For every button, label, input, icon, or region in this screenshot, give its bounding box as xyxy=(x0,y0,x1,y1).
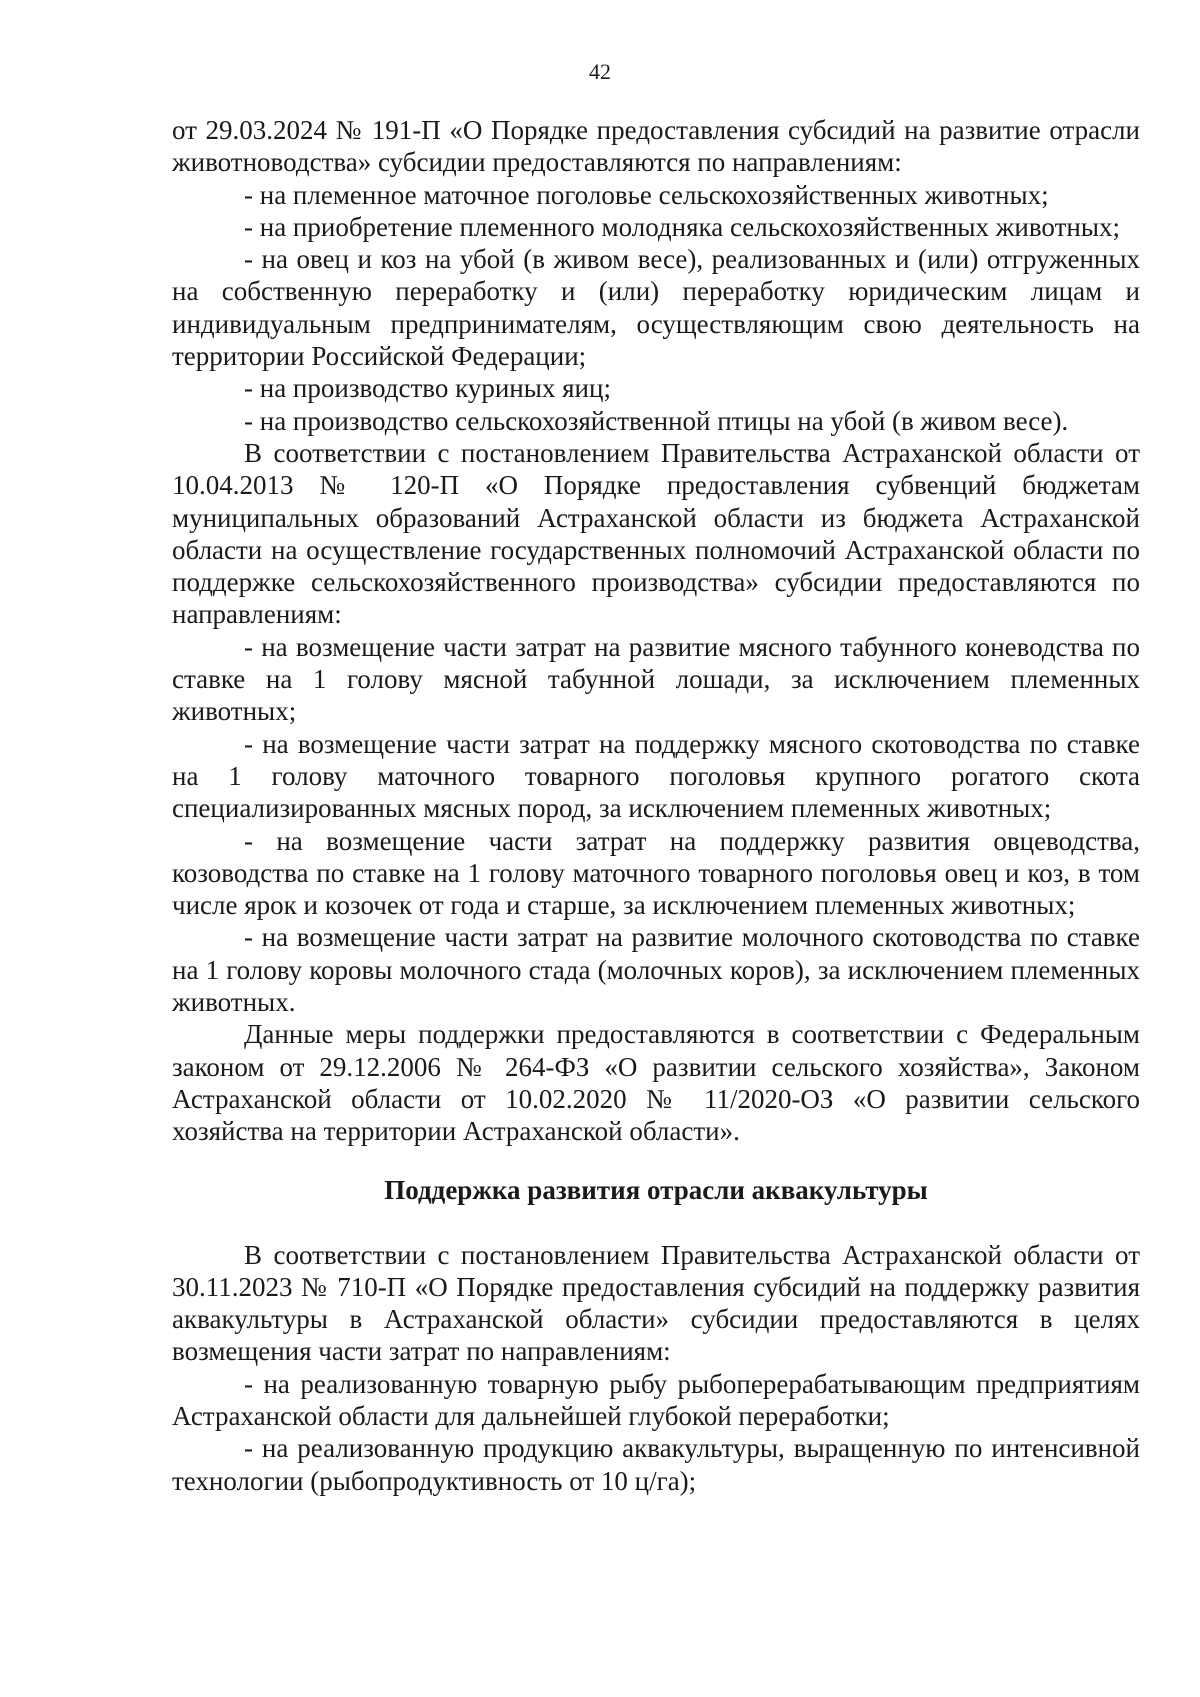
list-item: - на приобретение племенного молодняка сельскохозяйственных животных; xyxy=(244,211,1120,242)
list-item: - на возмещение части затрат на развитие мясного табунного коневодства по ставке на 1 голову мясной табунной лошади, за исключением племенных животных; xyxy=(172,631,1140,727)
paragraph: Данные меры поддержки предоставляются в соответствии с Федеральным законом от 29.12.2006 № 264-ФЗ «О развитии сельского хозяйства», Законом Астраханской области от 10.02.2020 № 11/2020-ОЗ «О развитии сельского хозяйства на территории Астраханской области». xyxy=(172,1019,1140,1147)
list-item: - на возмещение части затрат на поддержку мясного скотоводства по ставке на 1 голову маточного товарного поголовья крупного рогатого скота специализированных мясных пород, за исключением племенных животных; xyxy=(172,728,1140,824)
list-item: - на производство куриных яиц; xyxy=(244,373,611,404)
paragraph-continuation: от 29.03.2024 № 191-П «О Порядке предоставления субсидий на развитие отрасли животноводства» субсидии предоставляются по направлениям: xyxy=(172,115,1140,178)
list-item: - на реализованную товарную рыбу рыбоперерабатывающим предприятиям Астраханской области для дальнейшей глубокой переработки; xyxy=(172,1368,1140,1431)
section-heading: Поддержка развития отрасли аквакультуры xyxy=(384,1174,928,1205)
list-item: - на реализованную продукцию аквакультуры, выращенную по интенсивной технологии (рыбопродуктивность от 10 ц/га); xyxy=(172,1433,1140,1496)
list-item: - на овец и коз на убой (в живом весе), реализованных и (или) отгруженных на собственную переработку и (или) переработку юридическим лицам и индивидуальным предпринимателям, осуществляющим свою деятельность на территории Российской Федерации; xyxy=(172,244,1140,372)
document-body xyxy=(172,114,1140,1497)
paragraph: В соответствии с постановлением Правительства Астраханской области от 30.11.2023 № 710-П «О Порядке предоставления субсидий на поддержку развития аквакультуры в Астраханской области» субсидии предоставляются в целях возмещения части затрат по направлениям: xyxy=(172,1239,1140,1367)
paragraph: В соответствии с постановлением Правительства Астраханской области от 10.04.2013 № 120-П «О Порядке предоставления субвенций бюджетам муниципальных образований Астраханской области из бюджета Астраханской области на осуществление государственных полномочий Астраханской области по поддержке сельскохозяйственного производства» субсидии предоставляются по направлениям: xyxy=(172,437,1140,630)
list-item: - на племенное маточное поголовье сельскохозяйственных животных; xyxy=(244,179,1049,210)
page-number: 42 xyxy=(589,59,611,84)
list-item: - на возмещение части затрат на поддержку развития овцеводства, козоводства по ставке на 1 голову маточного товарного поголовья овец и коз, в том числе ярок и козочек от года и старше, за исключением племенных животных; xyxy=(172,825,1140,921)
list-item: - на возмещение части затрат на развитие молочного скотоводства по ставке на 1 голову коровы молочного стада (молочных коров), за исключением племенных животных. xyxy=(172,922,1140,1018)
list-item: - на производство сельскохозяйственной птицы на убой (в живом весе). xyxy=(244,405,1069,436)
